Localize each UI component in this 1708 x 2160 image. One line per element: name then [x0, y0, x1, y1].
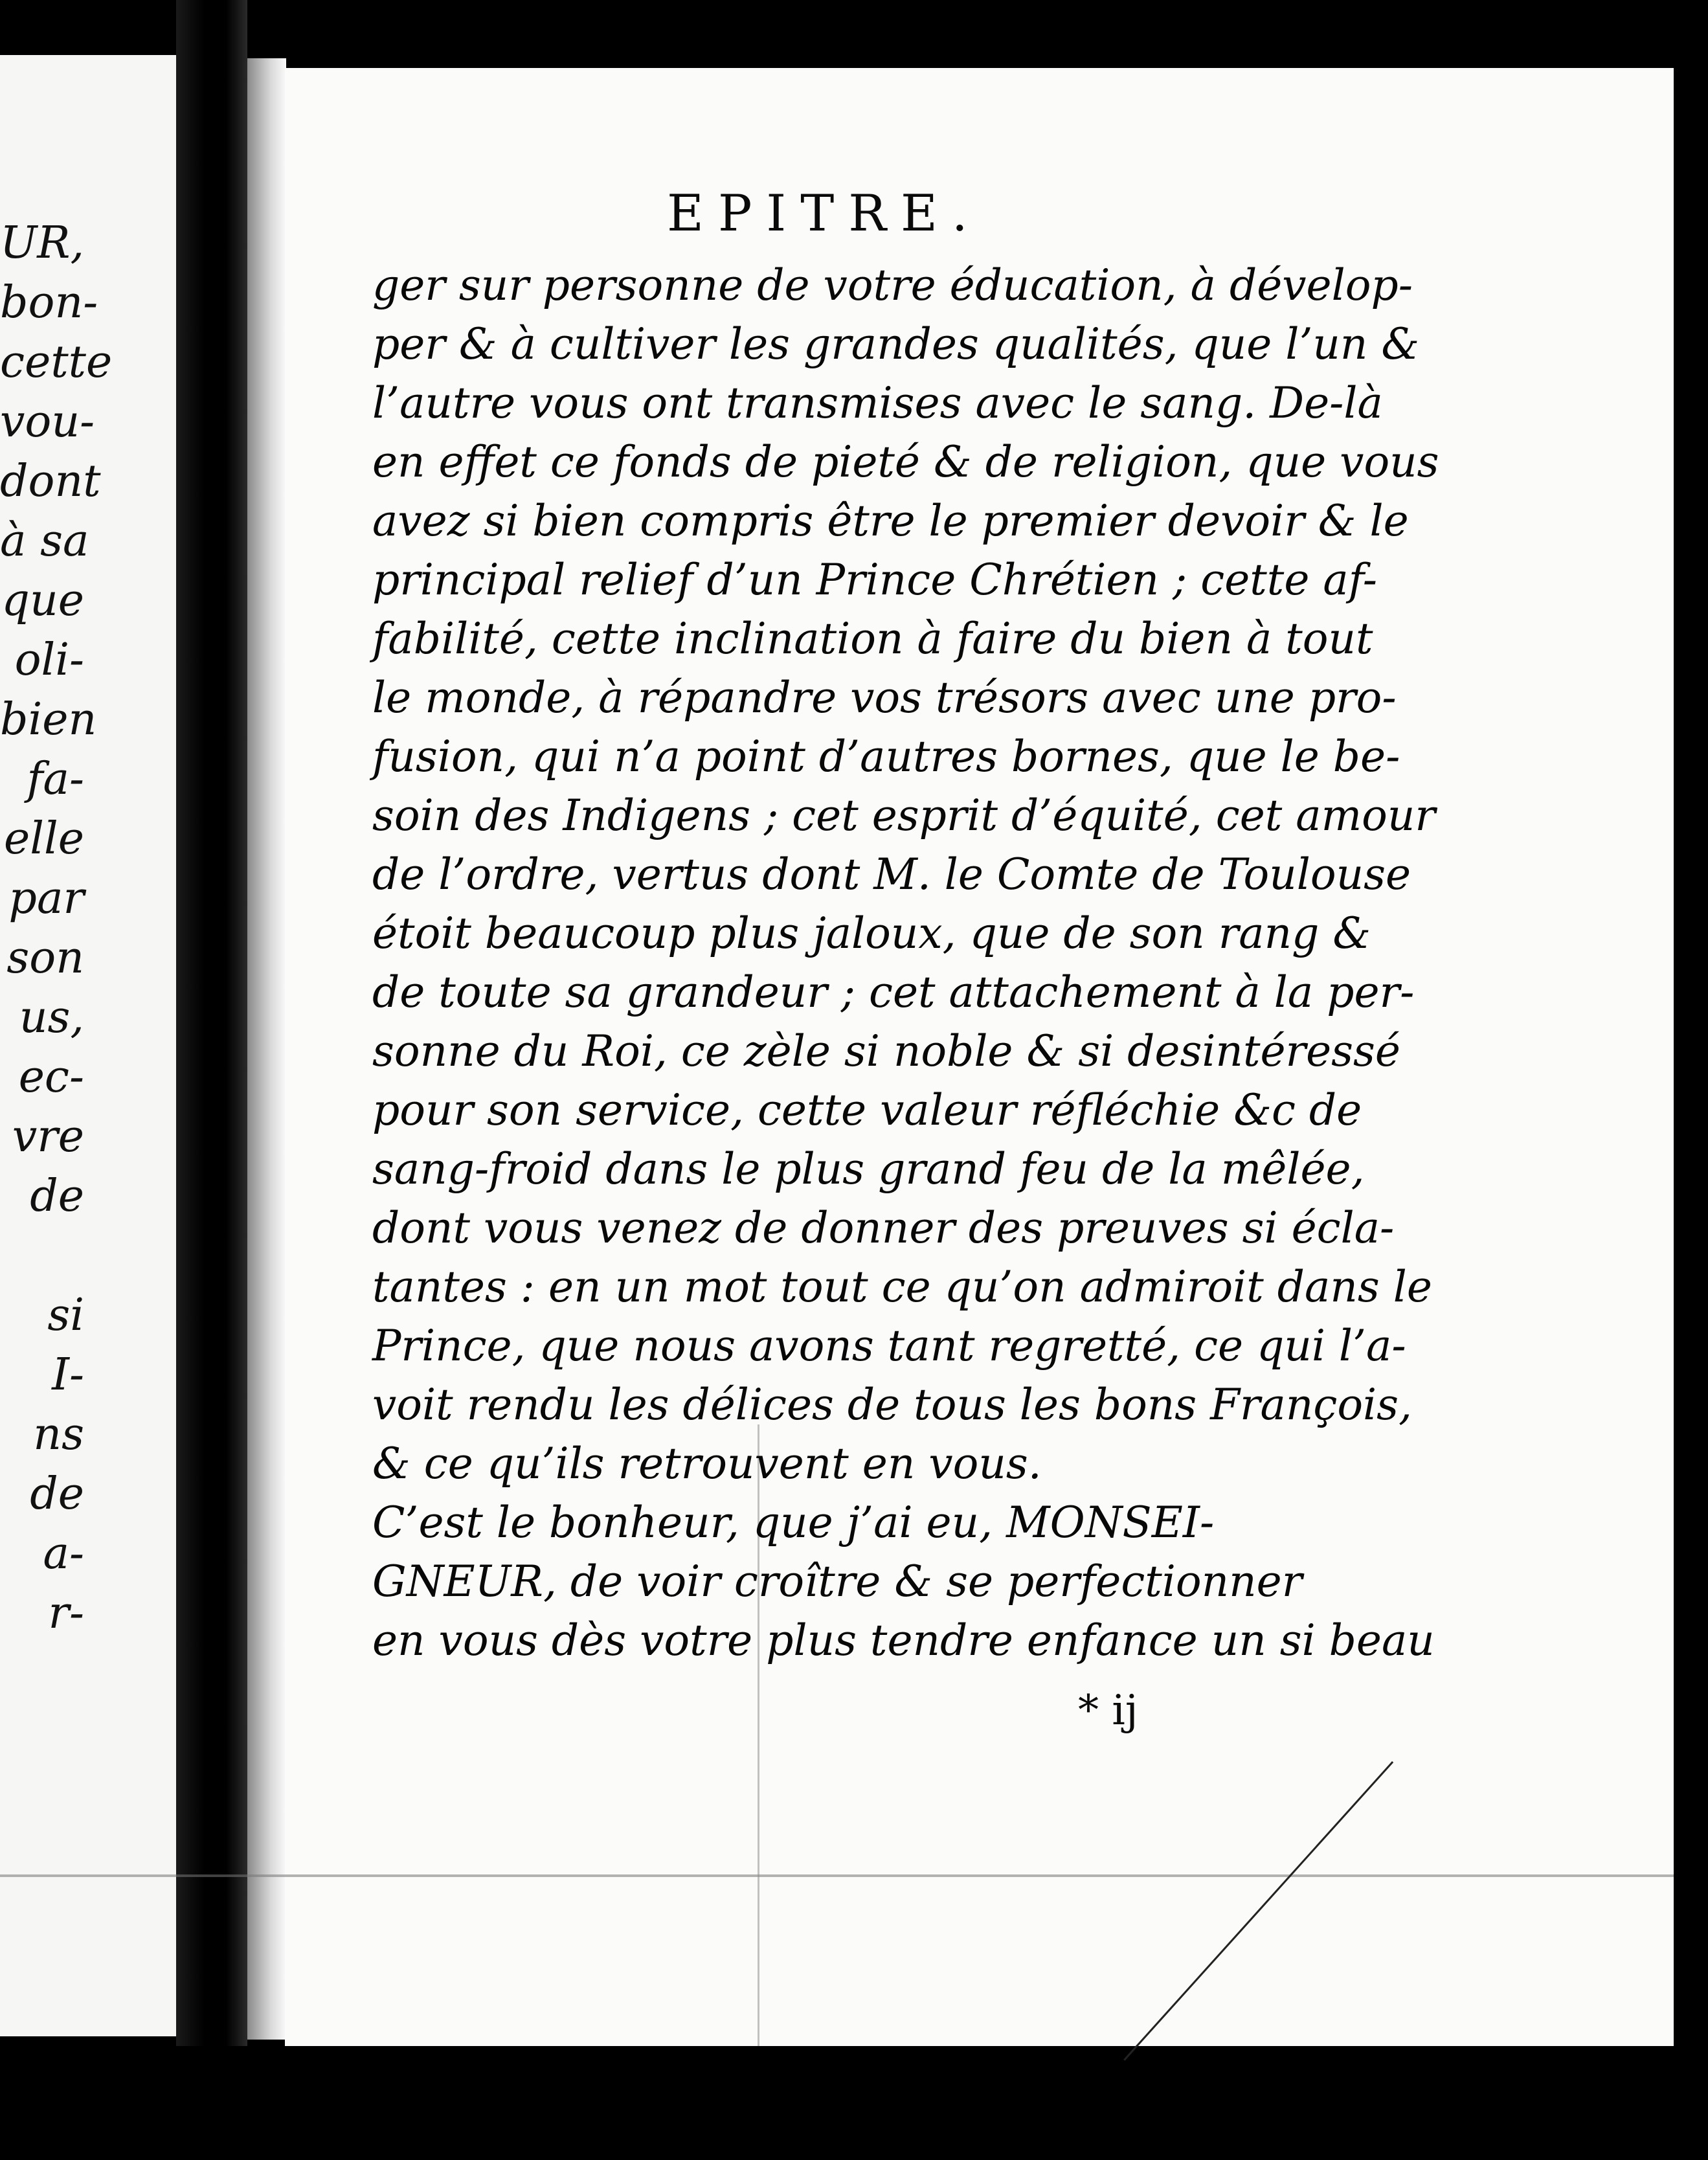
- text-line: C’est le bonheur, que j’ai eu, MONSEI-: [372, 1498, 1215, 1547]
- text-line: fusion, qui n’a point d’autres bornes, que le be-: [372, 732, 1400, 782]
- text-line: per & à cultiver les grandes qualités, que l’un &: [372, 319, 1420, 369]
- scan-artifact-rule: [0, 1874, 1674, 1877]
- fragment-line: vou-: [0, 396, 95, 447]
- fragment-line: par: [8, 873, 84, 924]
- text-line: Prince, que nous avons tant regretté, ce qui l’a-: [372, 1321, 1406, 1371]
- text-line: de toute sa grandeur ; cet attachement à la per-: [372, 967, 1415, 1017]
- fragment-line: I-: [52, 1349, 84, 1401]
- fragment-line: bon-: [0, 277, 98, 328]
- text-line: l’autre vous ont transmises avec le sang. De-là: [372, 378, 1383, 428]
- text-line: avez si bien compris être le premier devoir & le: [372, 496, 1409, 546]
- previous-page-text-fragments: [0, 214, 113, 1643]
- scan-bottom-border: [0, 2046, 1708, 2160]
- text-line: sonne du Roi, ce zèle si noble & si desintéressé: [372, 1026, 1400, 1076]
- running-header: EPITRE.: [667, 185, 982, 243]
- text-line: en vous dès votre plus tendre enfance un si beau: [372, 1615, 1435, 1665]
- text-line: soin des Indigens ; cet esprit d’équité, cet amour: [372, 791, 1435, 840]
- text-line: le monde, à répandre vos trésors avec une pro-: [372, 673, 1397, 723]
- text-line: ger sur personne de votre éducation, à dévelop-: [372, 260, 1413, 310]
- gutter-shadow: [247, 58, 286, 2040]
- fragment-line: us,: [19, 992, 84, 1043]
- signature-mark: * ij: [1078, 1687, 1138, 1735]
- scan-right-border: [1674, 0, 1708, 2160]
- fragment-line: ec-: [18, 1052, 84, 1103]
- fragment-line: à sa: [0, 515, 89, 567]
- fragment-line: son: [6, 932, 84, 984]
- text-line: pour son service, cette valeur réfléchie &c de: [372, 1085, 1362, 1135]
- fragment-line: r-: [48, 1588, 84, 1639]
- text-line: GNEUR, de voir croître & se perfectionner: [372, 1557, 1303, 1606]
- text-line: sang-froid dans le plus grand feu de la mêlée,: [372, 1144, 1365, 1194]
- text-line: dont vous venez de donner des preuves si écla-: [372, 1203, 1395, 1253]
- fragment-line: si: [47, 1290, 84, 1341]
- fragment-line: fa-: [27, 754, 84, 805]
- fragment-line: que: [1, 575, 84, 626]
- fragment-line: de: [30, 1468, 84, 1520]
- text-line: voit rendu les délices de tous les bons François,: [372, 1380, 1413, 1430]
- fragment-line: oli-: [14, 635, 84, 686]
- fragment-line: a-: [43, 1528, 84, 1579]
- text-line: principal relief d’un Prince Chrétien ; cette af-: [372, 555, 1378, 605]
- fragment-line: de: [30, 1171, 84, 1222]
- text-line: en effet ce fonds de pieté & de religion, que vous: [372, 437, 1439, 487]
- text-line: de l’ordre, vertus dont M. le Comte de Toulouse: [372, 849, 1411, 899]
- text-line: étoit beaucoup plus jaloux, que de son rang &: [372, 908, 1371, 958]
- fragment-line: [0, 1226, 84, 1286]
- book-gutter: [176, 0, 247, 2160]
- fragment-line: ns: [33, 1409, 84, 1460]
- scan-top-border: [0, 0, 1708, 62]
- text-line: fabilité, cette inclination à faire du bien à tout: [372, 614, 1373, 664]
- fragment-line: UR,: [0, 218, 85, 269]
- text-line: tantes : en un mot tout ce qu’on admiroit dans le: [372, 1262, 1432, 1312]
- fragment-line: dont: [0, 456, 101, 507]
- fragment-line: cette: [0, 337, 113, 388]
- fragment-line: bien: [0, 694, 97, 745]
- fragment-line: elle: [4, 813, 84, 864]
- page-body-text: [372, 256, 1439, 1670]
- text-line: & ce qu’ils retrouvent en vous.: [372, 1439, 1042, 1489]
- fragment-line: vre: [12, 1111, 84, 1162]
